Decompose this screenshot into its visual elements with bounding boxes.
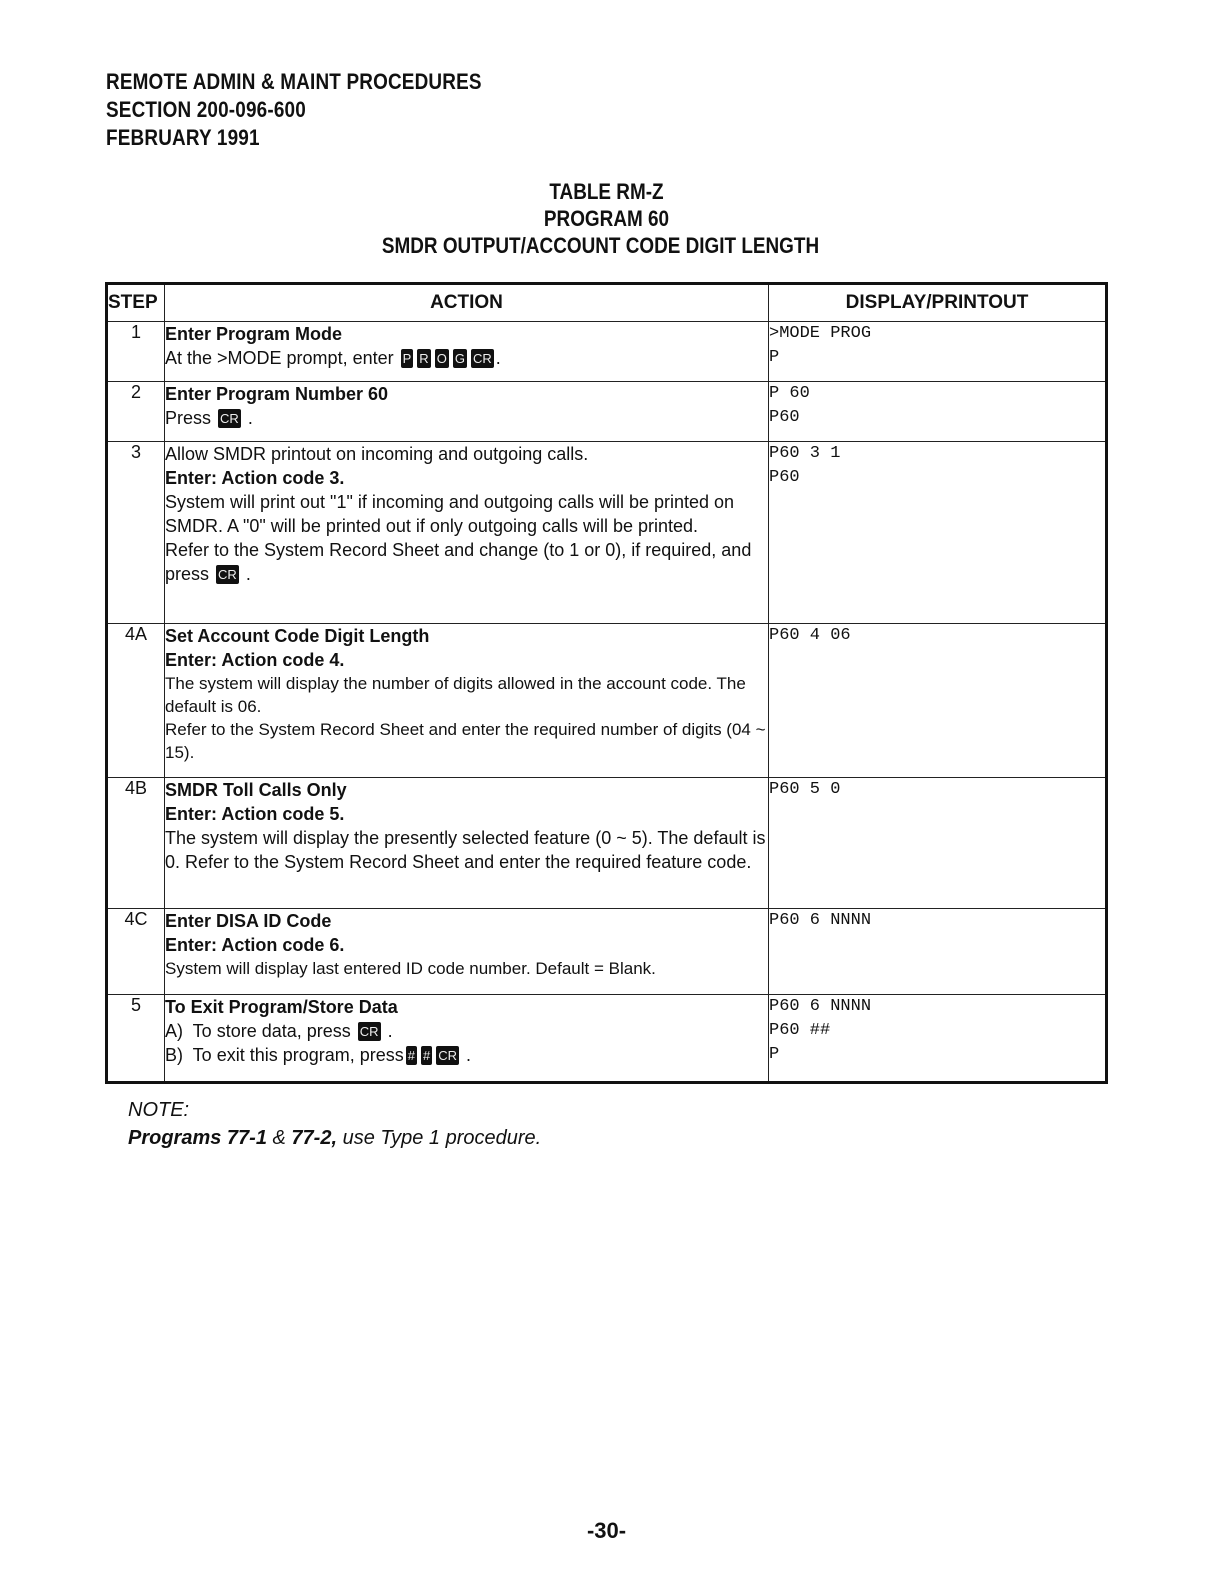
action-line-a: A) To store data, press CR . — [165, 1021, 393, 1041]
step-number: 4B — [107, 778, 165, 909]
note-label: NOTE: — [128, 1099, 190, 1121]
display-line: P — [769, 1045, 780, 1064]
action-title: Enter Program Mode — [165, 324, 343, 344]
action-title: Set Account Code Digit Length — [165, 626, 430, 646]
header-line-2: SECTION 200-096-600 — [106, 97, 306, 122]
action-code: Enter: Action code 6. — [165, 935, 345, 955]
action-cell — [165, 909, 769, 995]
key-o: O — [436, 351, 447, 366]
key-cr: CR — [472, 351, 492, 366]
action-instruction: Refer to the System Record Sheet and change (to 1 or 0), if required, and press CR . — [165, 540, 752, 584]
display-line: P 60 — [769, 384, 810, 403]
header-line-3: FEBRUARY 1991 — [106, 125, 260, 150]
step-number: 4C — [107, 909, 165, 995]
action-line-b: B) To exit this program, press # # CR . — [165, 1045, 472, 1065]
display-cell — [769, 995, 1107, 1083]
table-row — [107, 778, 1107, 909]
display-cell — [769, 909, 1107, 995]
note-text — [128, 1124, 541, 1152]
action-description: The system will display the number of digits allowed in the account code. The default is 06. — [165, 674, 746, 716]
header-line-1: REMOTE ADMIN & MAINT PROCEDURES — [106, 69, 482, 94]
action-cell — [165, 778, 769, 909]
key-cr: CR — [438, 1048, 458, 1063]
action-text: Allow SMDR printout on incoming and outgoing calls. — [165, 444, 589, 464]
display-cell — [769, 322, 1107, 382]
action-text: A) To store data, press — [165, 1021, 351, 1041]
key-cr: CR — [359, 1024, 379, 1039]
display-line: P60 — [769, 468, 800, 487]
display-line: P60 6 NNNN — [769, 911, 872, 930]
action-title: SMDR Toll Calls Only — [165, 780, 347, 800]
note — [128, 1096, 541, 1152]
page-number: -30- — [586, 1518, 627, 1543]
col-header-action: ACTION — [165, 284, 769, 322]
action-cell — [165, 382, 769, 442]
action-title: Enter DISA ID Code — [165, 911, 332, 931]
action-code: Enter: Action code 5. — [165, 804, 345, 824]
key-g: G — [454, 351, 465, 366]
action-title: To Exit Program/Store Data — [165, 997, 398, 1017]
step-number: 5 — [107, 995, 165, 1083]
action-description: System will print out "1" if incoming and outgoing calls will be printed on SMDR. A "0" will be printed out if only outgoing calls will be printed. — [165, 492, 735, 536]
display-cell — [769, 624, 1107, 778]
display-cell — [769, 778, 1107, 909]
procedure-table — [105, 282, 1108, 1084]
action-title: Enter Program Number 60 — [165, 384, 389, 404]
col-header-step: STEP — [107, 284, 165, 322]
key-r: R — [419, 351, 429, 366]
action-code: Enter: Action code 4. — [165, 650, 345, 670]
key-hash: # — [407, 1048, 415, 1063]
table-header-row — [107, 284, 1107, 322]
col-header-display: DISPLAY/PRINTOUT — [769, 284, 1107, 322]
action-text: B) To exit this program, press — [165, 1045, 404, 1065]
display-line: P60 6 NNNN — [769, 997, 872, 1016]
action-cell — [165, 442, 769, 624]
table-title — [0, 178, 1213, 259]
action-text: At the >MODE prompt, enter — [165, 348, 394, 368]
table-row — [107, 322, 1107, 382]
document-header — [106, 68, 543, 152]
display-line: P — [769, 348, 780, 367]
action-line: Press CR . — [165, 408, 253, 428]
action-line: At the >MODE prompt, enter P R O G CR . — [165, 348, 501, 368]
action-text: Press — [165, 408, 212, 428]
title-line-2: PROGRAM 60 — [543, 206, 670, 231]
key-hash: # — [423, 1048, 431, 1063]
key-cr: CR — [220, 411, 239, 426]
note-rest: use Type 1 procedure. — [337, 1127, 542, 1149]
table-row — [107, 995, 1107, 1083]
table-row — [107, 909, 1107, 995]
action-description: System will display last entered ID code number. Default = Blank. — [165, 959, 656, 978]
action-instruction-text: Refer to the System Record Sheet and change (to 1 or 0), if required, and press — [165, 540, 752, 584]
display-line: P60 4 06 — [769, 626, 851, 645]
title-line-1: TABLE RM-Z — [549, 179, 664, 204]
action-instruction: Refer to the System Record Sheet and enter the required number of digits (04 ~ 15). — [165, 720, 766, 762]
action-code: Enter: Action code 3. — [165, 468, 345, 488]
title-line-3: SMDR OUTPUT/ACCOUNT CODE DIGIT LENGTH — [381, 233, 820, 258]
note-program-2: 77-2, — [291, 1127, 338, 1149]
step-number: 2 — [107, 382, 165, 442]
table-row — [107, 382, 1107, 442]
display-line: P60 — [769, 408, 800, 427]
note-program-1: Programs 77-1 — [128, 1127, 267, 1149]
display-cell — [769, 382, 1107, 442]
display-line: P60 ## — [769, 1021, 831, 1040]
display-cell — [769, 442, 1107, 624]
action-description: The system will display the presently selected feature (0 ~ 5). The default is 0. Refer to the System Record Sheet and enter the required feature code. — [165, 828, 766, 872]
key-cr: CR — [218, 567, 237, 582]
display-line: >MODE PROG — [769, 324, 872, 343]
display-line: P60 3 1 — [769, 444, 841, 463]
action-cell — [165, 995, 769, 1083]
key-p: P — [402, 351, 412, 366]
step-number: 3 — [107, 442, 165, 624]
display-line: P60 5 0 — [769, 780, 841, 799]
step-number: 4A — [107, 624, 165, 778]
table-row — [107, 624, 1107, 778]
table-row — [107, 442, 1107, 624]
action-cell — [165, 624, 769, 778]
action-cell — [165, 322, 769, 382]
step-number: 1 — [107, 322, 165, 382]
note-amp: & — [266, 1127, 292, 1149]
